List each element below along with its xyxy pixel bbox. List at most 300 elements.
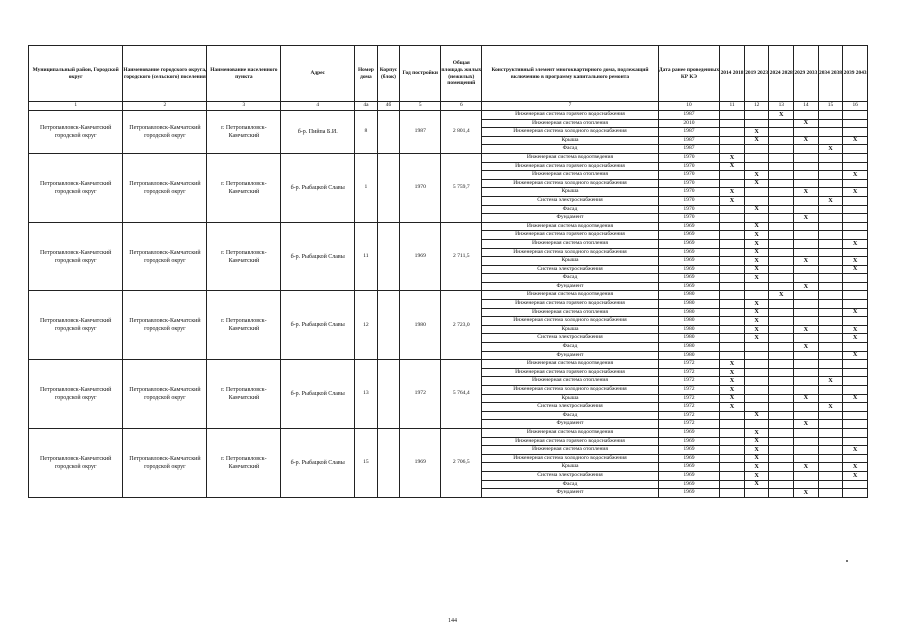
structural-element-cell: Система электроснабжения bbox=[482, 334, 658, 343]
structural-element-cell: Инженерная система отопления bbox=[482, 446, 658, 455]
period-2029-2033-mark bbox=[794, 300, 819, 309]
previous-repair-date-cell: 1972 bbox=[658, 403, 720, 412]
structural-element-cell: Фундамент bbox=[482, 351, 658, 360]
period-2024-2028-mark: X bbox=[769, 111, 794, 120]
structural-element-cell: Инженерная система водоотведения bbox=[482, 428, 658, 437]
previous-repair-date-cell: 1970 bbox=[658, 162, 720, 171]
header-block: Корпус (блок) bbox=[377, 46, 400, 102]
settlement-cell: Петропавловск-Камчатский городской округ bbox=[123, 222, 207, 291]
period-2039-2043-mark bbox=[843, 291, 868, 300]
period-2014-2018-mark bbox=[720, 437, 745, 446]
structural-element-cell: Фасад bbox=[482, 205, 658, 214]
house-number-cell: 12 bbox=[355, 291, 378, 360]
structural-element-cell: Система электроснабжения bbox=[482, 471, 658, 480]
period-2034-2038-mark bbox=[818, 437, 843, 446]
period-2034-2038-mark bbox=[818, 480, 843, 489]
period-2034-2038-mark bbox=[818, 471, 843, 480]
structural-element-cell: Фундамент bbox=[482, 282, 658, 291]
table-row bbox=[29, 111, 868, 120]
period-2029-2033-mark bbox=[794, 428, 819, 437]
period-2024-2028-mark bbox=[769, 205, 794, 214]
structural-element-cell: Система электроснабжения bbox=[482, 265, 658, 274]
header-district: Муниципальный район, Городской округ bbox=[29, 46, 123, 102]
period-2019-2023-mark: X bbox=[744, 231, 769, 240]
previous-repair-date-cell: 1980 bbox=[658, 300, 720, 309]
structural-element-cell: Фасад bbox=[482, 274, 658, 283]
period-2034-2038-mark bbox=[818, 188, 843, 197]
period-2029-2033-mark bbox=[794, 179, 819, 188]
period-2029-2033-mark: X bbox=[794, 489, 819, 498]
table-row bbox=[29, 360, 868, 369]
period-2029-2033-mark bbox=[794, 145, 819, 154]
period-2014-2018-mark bbox=[720, 282, 745, 291]
period-2034-2038-mark: X bbox=[818, 377, 843, 386]
period-2029-2033-mark bbox=[794, 411, 819, 420]
previous-repair-date-cell: 1969 bbox=[658, 265, 720, 274]
previous-repair-date-cell: 1969 bbox=[658, 454, 720, 463]
period-2039-2043-mark bbox=[843, 454, 868, 463]
structural-element-cell: Инженерная система холодного водоснабжения bbox=[482, 248, 658, 257]
period-2034-2038-mark bbox=[818, 454, 843, 463]
period-2019-2023-mark bbox=[744, 360, 769, 369]
period-2034-2038-mark bbox=[818, 325, 843, 334]
period-2014-2018-mark: X bbox=[720, 403, 745, 412]
period-2039-2043-mark bbox=[843, 317, 868, 326]
period-2014-2018-mark bbox=[720, 136, 745, 145]
period-2039-2043-mark bbox=[843, 480, 868, 489]
settlement-cell: Петропавловск-Камчатский городской округ bbox=[123, 111, 207, 154]
period-2014-2018-mark: X bbox=[720, 386, 745, 395]
period-2019-2023-mark bbox=[744, 196, 769, 205]
period-2039-2043-mark bbox=[843, 145, 868, 154]
column-number: 7 bbox=[482, 102, 658, 111]
period-2019-2023-mark: X bbox=[744, 265, 769, 274]
period-2039-2043-mark bbox=[843, 119, 868, 128]
period-2034-2038-mark bbox=[818, 239, 843, 248]
period-2019-2023-mark: X bbox=[744, 471, 769, 480]
period-2029-2033-mark bbox=[794, 308, 819, 317]
period-2039-2043-mark: X bbox=[843, 265, 868, 274]
period-2019-2023-mark: X bbox=[744, 428, 769, 437]
house-number-cell: 15 bbox=[355, 428, 378, 497]
period-2024-2028-mark bbox=[769, 274, 794, 283]
period-2024-2028-mark bbox=[769, 145, 794, 154]
previous-repair-date-cell: 2010 bbox=[658, 119, 720, 128]
period-2039-2043-mark bbox=[843, 360, 868, 369]
table-row bbox=[29, 153, 868, 162]
column-number: 16 bbox=[843, 102, 868, 111]
period-2029-2033-mark bbox=[794, 454, 819, 463]
period-2014-2018-mark: X bbox=[720, 360, 745, 369]
period-2014-2018-mark bbox=[720, 239, 745, 248]
structural-element-cell: Фундамент bbox=[482, 420, 658, 429]
period-2029-2033-mark: X bbox=[794, 136, 819, 145]
period-2039-2043-mark: X bbox=[843, 463, 868, 472]
structural-element-cell: Инженерная система горячего водоснабжения bbox=[482, 368, 658, 377]
column-number: 4 bbox=[281, 102, 355, 111]
total-area-cell: 5 764,4 bbox=[441, 360, 482, 429]
address-cell: б-р. Рыбацкой Славы bbox=[281, 222, 355, 291]
header-locality: Наименование населенного пункта bbox=[207, 46, 281, 102]
period-2034-2038-mark bbox=[818, 222, 843, 231]
period-2019-2023-mark: X bbox=[744, 239, 769, 248]
header-period-2014-2018: 2014 2018 bbox=[720, 46, 745, 102]
period-2024-2028-mark bbox=[769, 368, 794, 377]
period-2029-2033-mark: X bbox=[794, 463, 819, 472]
total-area-cell: 2 706,5 bbox=[441, 428, 482, 497]
structural-element-cell: Инженерная система горячего водоснабжения bbox=[482, 162, 658, 171]
period-2029-2033-mark bbox=[794, 128, 819, 137]
period-2019-2023-mark bbox=[744, 368, 769, 377]
period-2024-2028-mark bbox=[769, 171, 794, 180]
structural-element-cell: Инженерная система холодного водоснабжения bbox=[482, 386, 658, 395]
header-address: Адрес bbox=[281, 46, 355, 102]
period-2034-2038-mark bbox=[818, 317, 843, 326]
district-cell: Петропавловск-Камчатский городской округ bbox=[29, 153, 123, 222]
period-2014-2018-mark bbox=[720, 248, 745, 257]
column-number: 10 bbox=[658, 102, 720, 111]
block-cell bbox=[377, 222, 400, 291]
column-number: 12 bbox=[744, 102, 769, 111]
period-2029-2033-mark bbox=[794, 317, 819, 326]
period-2019-2023-mark bbox=[744, 489, 769, 498]
period-2034-2038-mark bbox=[818, 343, 843, 352]
previous-repair-date-cell: 1969 bbox=[658, 446, 720, 455]
period-2039-2043-mark bbox=[843, 214, 868, 223]
period-2039-2043-mark bbox=[843, 205, 868, 214]
period-2039-2043-mark bbox=[843, 231, 868, 240]
period-2019-2023-mark bbox=[744, 386, 769, 395]
period-2039-2043-mark bbox=[843, 162, 868, 171]
column-number: 15 bbox=[818, 102, 843, 111]
period-2039-2043-mark bbox=[843, 428, 868, 437]
period-2019-2023-mark: X bbox=[744, 257, 769, 266]
period-2034-2038-mark bbox=[818, 300, 843, 309]
period-2024-2028-mark bbox=[769, 196, 794, 205]
column-number: 6 bbox=[441, 102, 482, 111]
settlement-cell: Петропавловск-Камчатский городской округ bbox=[123, 360, 207, 429]
period-2029-2033-mark: X bbox=[794, 257, 819, 266]
column-number: 4б bbox=[377, 102, 400, 111]
period-2014-2018-mark: X bbox=[720, 377, 745, 386]
header-total-area: Общая площадь жилых (нежилых) помещений bbox=[441, 46, 482, 102]
structural-element-cell: Инженерная система водоотведения bbox=[482, 153, 658, 162]
address-cell: б-р. Рыбацкой Славы bbox=[281, 428, 355, 497]
previous-repair-date-cell: 1972 bbox=[658, 411, 720, 420]
period-2014-2018-mark bbox=[720, 489, 745, 498]
structural-element-cell: Система электроснабжения bbox=[482, 196, 658, 205]
period-2034-2038-mark bbox=[818, 111, 843, 120]
header-row bbox=[29, 46, 868, 102]
period-2014-2018-mark bbox=[720, 214, 745, 223]
header-period-2034-2038: 2034 2038 bbox=[818, 46, 843, 102]
column-number: 4а bbox=[355, 102, 378, 111]
period-2019-2023-mark: X bbox=[744, 411, 769, 420]
period-2039-2043-mark: X bbox=[843, 471, 868, 480]
structural-element-cell: Фасад bbox=[482, 343, 658, 352]
period-2029-2033-mark bbox=[794, 196, 819, 205]
period-2019-2023-mark bbox=[744, 394, 769, 403]
period-2039-2043-mark bbox=[843, 411, 868, 420]
previous-repair-date-cell: 1980 bbox=[658, 334, 720, 343]
period-2024-2028-mark bbox=[769, 214, 794, 223]
period-2019-2023-mark bbox=[744, 119, 769, 128]
period-2034-2038-mark bbox=[818, 231, 843, 240]
header-period-2024-2028: 2024 2028 bbox=[769, 46, 794, 102]
period-2019-2023-mark: X bbox=[744, 437, 769, 446]
period-2019-2023-mark bbox=[744, 162, 769, 171]
period-2034-2038-mark bbox=[818, 128, 843, 137]
period-2014-2018-mark: X bbox=[720, 394, 745, 403]
period-2034-2038-mark bbox=[818, 428, 843, 437]
period-2039-2043-mark: X bbox=[843, 188, 868, 197]
scan-speck bbox=[846, 560, 848, 562]
period-2024-2028-mark bbox=[769, 282, 794, 291]
period-2034-2038-mark bbox=[818, 162, 843, 171]
previous-repair-date-cell: 1972 bbox=[658, 368, 720, 377]
previous-repair-date-cell: 1970 bbox=[658, 179, 720, 188]
period-2029-2033-mark bbox=[794, 377, 819, 386]
period-2034-2038-mark bbox=[818, 368, 843, 377]
settlement-cell: Петропавловск-Камчатский городской округ bbox=[123, 428, 207, 497]
previous-repair-date-cell: 1969 bbox=[658, 257, 720, 266]
table-row bbox=[29, 222, 868, 231]
previous-repair-date-cell: 1972 bbox=[658, 394, 720, 403]
period-2019-2023-mark bbox=[744, 403, 769, 412]
period-2014-2018-mark bbox=[720, 428, 745, 437]
period-2039-2043-mark bbox=[843, 248, 868, 257]
period-2034-2038-mark bbox=[818, 420, 843, 429]
period-2024-2028-mark bbox=[769, 179, 794, 188]
header-previous-repair-date: Дата ранее проведенных КР КЭ bbox=[658, 46, 720, 102]
period-2024-2028-mark bbox=[769, 437, 794, 446]
period-2019-2023-mark: X bbox=[744, 334, 769, 343]
structural-element-cell: Фасад bbox=[482, 145, 658, 154]
period-2034-2038-mark bbox=[818, 205, 843, 214]
header-period-2019-2023: 2019 2023 bbox=[744, 46, 769, 102]
total-area-cell: 2 711,5 bbox=[441, 222, 482, 291]
period-2039-2043-mark: X bbox=[843, 446, 868, 455]
period-2039-2043-mark bbox=[843, 274, 868, 283]
period-2029-2033-mark bbox=[794, 351, 819, 360]
period-2024-2028-mark bbox=[769, 420, 794, 429]
period-2024-2028-mark: X bbox=[769, 291, 794, 300]
period-2014-2018-mark bbox=[720, 179, 745, 188]
column-number: 1 bbox=[29, 102, 123, 111]
year-built-cell: 1972 bbox=[400, 360, 441, 429]
period-2014-2018-mark bbox=[720, 343, 745, 352]
column-number: 13 bbox=[769, 102, 794, 111]
period-2034-2038-mark bbox=[818, 274, 843, 283]
previous-repair-date-cell: 1980 bbox=[658, 325, 720, 334]
period-2034-2038-mark bbox=[818, 171, 843, 180]
period-2039-2043-mark bbox=[843, 111, 868, 120]
period-2014-2018-mark bbox=[720, 145, 745, 154]
previous-repair-date-cell: 1987 bbox=[658, 136, 720, 145]
period-2019-2023-mark bbox=[744, 153, 769, 162]
table-body bbox=[29, 111, 868, 498]
period-2039-2043-mark bbox=[843, 437, 868, 446]
period-2029-2033-mark bbox=[794, 231, 819, 240]
period-2019-2023-mark bbox=[744, 145, 769, 154]
period-2014-2018-mark bbox=[720, 420, 745, 429]
table-row bbox=[29, 428, 868, 437]
year-built-cell: 1969 bbox=[400, 428, 441, 497]
previous-repair-date-cell: 1969 bbox=[658, 489, 720, 498]
period-2039-2043-mark: X bbox=[843, 308, 868, 317]
period-2029-2033-mark: X bbox=[794, 420, 819, 429]
period-2039-2043-mark bbox=[843, 128, 868, 137]
structural-element-cell: Крыша bbox=[482, 136, 658, 145]
period-2014-2018-mark bbox=[720, 300, 745, 309]
period-2029-2033-mark bbox=[794, 446, 819, 455]
period-2029-2033-mark bbox=[794, 437, 819, 446]
period-2014-2018-mark: X bbox=[720, 368, 745, 377]
previous-repair-date-cell: 1969 bbox=[658, 248, 720, 257]
period-2034-2038-mark bbox=[818, 265, 843, 274]
period-2029-2033-mark bbox=[794, 360, 819, 369]
period-2024-2028-mark bbox=[769, 334, 794, 343]
period-2024-2028-mark bbox=[769, 480, 794, 489]
period-2029-2033-mark bbox=[794, 171, 819, 180]
period-2039-2043-mark: X bbox=[843, 394, 868, 403]
period-2024-2028-mark bbox=[769, 222, 794, 231]
period-2019-2023-mark: X bbox=[744, 222, 769, 231]
period-2024-2028-mark bbox=[769, 446, 794, 455]
period-2024-2028-mark bbox=[769, 248, 794, 257]
column-number: 5 bbox=[400, 102, 441, 111]
period-2024-2028-mark bbox=[769, 471, 794, 480]
previous-repair-date-cell: 1970 bbox=[658, 196, 720, 205]
period-2019-2023-mark: X bbox=[744, 205, 769, 214]
period-2024-2028-mark bbox=[769, 489, 794, 498]
period-2039-2043-mark bbox=[843, 386, 868, 395]
structural-element-cell: Инженерная система водоотведения bbox=[482, 291, 658, 300]
period-2029-2033-mark bbox=[794, 274, 819, 283]
period-2014-2018-mark bbox=[720, 317, 745, 326]
period-2024-2028-mark bbox=[769, 136, 794, 145]
period-2039-2043-mark bbox=[843, 403, 868, 412]
year-built-cell: 1969 bbox=[400, 222, 441, 291]
district-cell: Петропавловск-Камчатский городской округ bbox=[29, 360, 123, 429]
period-2034-2038-mark bbox=[818, 257, 843, 266]
period-2039-2043-mark: X bbox=[843, 136, 868, 145]
locality-cell: г. Петропавловск-Камчатский bbox=[207, 153, 281, 222]
period-2029-2033-mark: X bbox=[794, 282, 819, 291]
period-2034-2038-mark: X bbox=[818, 196, 843, 205]
total-area-cell: 5 759,7 bbox=[441, 153, 482, 222]
period-2019-2023-mark: X bbox=[744, 171, 769, 180]
period-2019-2023-mark bbox=[744, 111, 769, 120]
period-2019-2023-mark bbox=[744, 282, 769, 291]
column-number: 11 bbox=[720, 102, 745, 111]
period-2014-2018-mark bbox=[720, 351, 745, 360]
locality-cell: г. Петропавловск-Камчатский bbox=[207, 222, 281, 291]
total-area-cell: 2 801,4 bbox=[441, 111, 482, 154]
period-2029-2033-mark bbox=[794, 291, 819, 300]
structural-element-cell: Инженерная система отопления bbox=[482, 308, 658, 317]
previous-repair-date-cell: 1987 bbox=[658, 128, 720, 137]
period-2029-2033-mark bbox=[794, 248, 819, 257]
period-2024-2028-mark bbox=[769, 265, 794, 274]
period-2034-2038-mark bbox=[818, 248, 843, 257]
period-2039-2043-mark: X bbox=[843, 325, 868, 334]
period-2014-2018-mark bbox=[720, 171, 745, 180]
house-number-cell: 11 bbox=[355, 222, 378, 291]
period-2029-2033-mark bbox=[794, 368, 819, 377]
previous-repair-date-cell: 1987 bbox=[658, 145, 720, 154]
year-built-cell: 1970 bbox=[400, 153, 441, 222]
period-2029-2033-mark: X bbox=[794, 188, 819, 197]
period-2034-2038-mark: X bbox=[818, 145, 843, 154]
previous-repair-date-cell: 1970 bbox=[658, 171, 720, 180]
table-row bbox=[29, 291, 868, 300]
period-2019-2023-mark: X bbox=[744, 128, 769, 137]
period-2024-2028-mark bbox=[769, 428, 794, 437]
period-2034-2038-mark bbox=[818, 153, 843, 162]
address-cell: б-р. Рыбацкой Славы bbox=[281, 291, 355, 360]
period-2014-2018-mark bbox=[720, 257, 745, 266]
period-2024-2028-mark bbox=[769, 239, 794, 248]
period-2029-2033-mark: X bbox=[794, 119, 819, 128]
period-2034-2038-mark bbox=[818, 446, 843, 455]
period-2014-2018-mark bbox=[720, 411, 745, 420]
period-2019-2023-mark: X bbox=[744, 454, 769, 463]
period-2034-2038-mark bbox=[818, 282, 843, 291]
settlement-cell: Петропавловск-Камчатский городской округ bbox=[123, 153, 207, 222]
previous-repair-date-cell: 1980 bbox=[658, 308, 720, 317]
previous-repair-date-cell: 1972 bbox=[658, 420, 720, 429]
period-2029-2033-mark bbox=[794, 471, 819, 480]
period-2039-2043-mark bbox=[843, 343, 868, 352]
period-2039-2043-mark bbox=[843, 153, 868, 162]
period-2024-2028-mark bbox=[769, 300, 794, 309]
column-number: 2 bbox=[123, 102, 207, 111]
period-2024-2028-mark bbox=[769, 231, 794, 240]
period-2024-2028-mark bbox=[769, 463, 794, 472]
house-number-cell: 1 bbox=[355, 153, 378, 222]
period-2039-2043-mark bbox=[843, 300, 868, 309]
year-built-cell: 1980 bbox=[400, 291, 441, 360]
period-2029-2033-mark: X bbox=[794, 214, 819, 223]
period-2024-2028-mark bbox=[769, 257, 794, 266]
previous-repair-date-cell: 1980 bbox=[658, 343, 720, 352]
previous-repair-date-cell: 1969 bbox=[658, 463, 720, 472]
column-number-row bbox=[29, 102, 868, 111]
period-2019-2023-mark: X bbox=[744, 300, 769, 309]
period-2039-2043-mark: X bbox=[843, 351, 868, 360]
period-2039-2043-mark: X bbox=[843, 257, 868, 266]
header-period-2029-2033: 2029 2033 bbox=[794, 46, 819, 102]
period-2024-2028-mark bbox=[769, 377, 794, 386]
previous-repair-date-cell: 1969 bbox=[658, 480, 720, 489]
period-2029-2033-mark bbox=[794, 334, 819, 343]
structural-element-cell: Инженерная система отопления bbox=[482, 377, 658, 386]
district-cell: Петропавловск-Камчатский городской округ bbox=[29, 428, 123, 497]
period-2019-2023-mark: X bbox=[744, 463, 769, 472]
header-house-number: Номер дома bbox=[355, 46, 378, 102]
settlement-cell: Петропавловск-Камчатский городской округ bbox=[123, 291, 207, 360]
period-2039-2043-mark bbox=[843, 377, 868, 386]
period-2034-2038-mark bbox=[818, 214, 843, 223]
locality-cell: г. Петропавловск-Камчатский bbox=[207, 428, 281, 497]
period-2019-2023-mark: X bbox=[744, 317, 769, 326]
previous-repair-date-cell: 1987 bbox=[658, 111, 720, 120]
structural-element-cell: Крыша bbox=[482, 257, 658, 266]
period-2014-2018-mark bbox=[720, 308, 745, 317]
period-2039-2043-mark bbox=[843, 222, 868, 231]
previous-repair-date-cell: 1970 bbox=[658, 214, 720, 223]
